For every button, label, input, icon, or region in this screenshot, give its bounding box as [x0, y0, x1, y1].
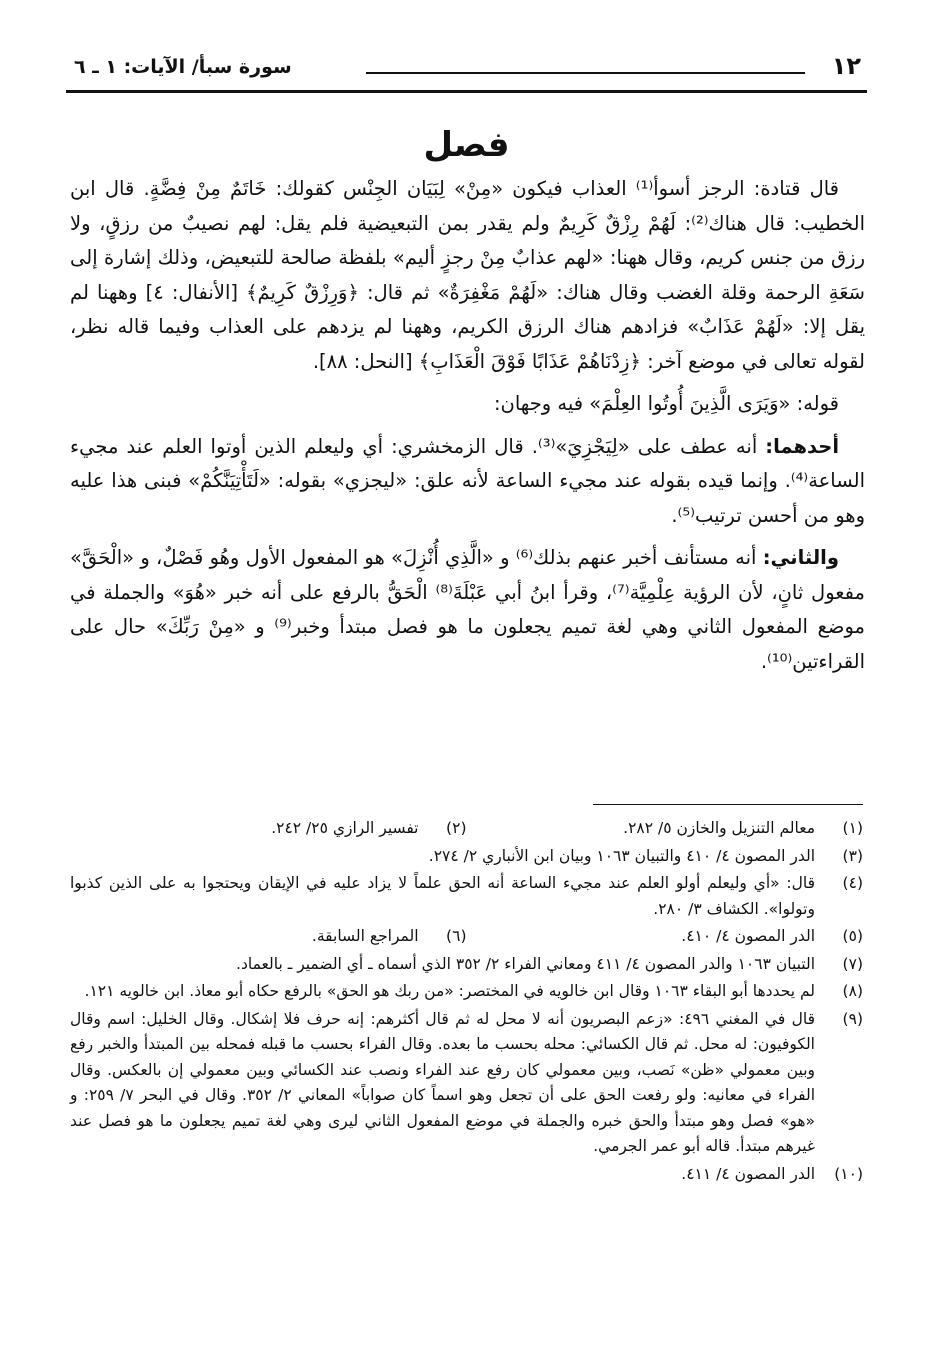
- footnote-number: (٩): [842, 1009, 863, 1028]
- footnote-number: (٧): [842, 954, 863, 973]
- running-header: [66, 50, 867, 86]
- footnote-text: قال في المغني ٤٩٦: «زعم البصريون أنه لا محل له ثم قال أكثرهم: إنه حرف فلا إشكال. وقال الخليل: اسم وقال الكوفيون: له محل. ثم قال الكسائي: محله بحسب ما بعده. وقال الفراء بحسب ما قبله فمحله بين المبتدأ والخبر رفع وبين معمولي «ظن» نَصب، وبين معمولي كان رفع عند الفراء ونصب عند الكسائي وبين معمولي إن بالعكس. وقال الفراء في معانيه: ولو رفعت الحق على أن تجعل وهو اسماً كان صواباً» المعاني ٢/ ٣٥٢. وقال في البحر ٧/ ٢٥٩: و «هو» فصل وهو مبتدأ والحق خبره والجملة في موضع المفعول الثاني ليرى وهي لغة تميم يجعلون ما هو فصل عند غيرهم مبتدأ. قاله أبو عمر الجرمي.: [70, 1009, 816, 1155]
- footnote: [70, 979, 863, 1005]
- main-text: [70, 172, 865, 679]
- footnote: [70, 844, 863, 870]
- footnote: [70, 1007, 863, 1160]
- footnote-text: الدر المصون ٤/ ٤١٠ والتبيان ١٠٦٣ وبيان ابن الأنباري ٢/ ٢٧٤.: [428, 846, 815, 865]
- footnote-separator: [593, 804, 863, 805]
- footnote: [467, 816, 864, 842]
- footnote-number: (٢): [446, 819, 467, 837]
- footnotes: [70, 816, 863, 1189]
- running-title: سورة سبأ/ الآيات: ١ ـ ٦: [74, 56, 292, 78]
- footnote-row: [70, 924, 863, 952]
- footnote: [70, 816, 467, 842]
- footnote-text: معالم التنزيل والخازن ٥/ ٢٨٢.: [623, 819, 815, 837]
- paragraph: [70, 430, 865, 534]
- footnote-number: (١): [842, 819, 863, 837]
- lead-word: والثاني:: [762, 546, 839, 569]
- paragraph: قال قتادة: الرجز أسوأ⁽¹⁾ العذاب فيكون «مِنْ» لِبَيَان الجِنْس كقولك: خَاتَمٌ مِنْ فِضَّةٍ. قال ابن الخطيب: قال هناك⁽²⁾: لَهُمْ رِزْقٌ كَرِيمٌ ولم يقدر بمن التبعيضية فلم يقل: لهم نصيبٌ من رزقٍ، ولا رزق من جنس كريم، وقال ههنا: «لهم عذابٌ مِنْ رجزٍ أليم» بلفظة صالحة للتبعيض، وذلك إشارة إلى سَعَةِ الرحمة وقلة الغضب وقال هناك: «لَهُمْ مَغْفِرَةٌ» ثم قال: ﴿وَرِزْقٌ كَرِيمٌ﴾ [الأنفال: ٤] وههنا لم يقل إلا: «لَهُمْ عَذَابٌ» فزادهم هناك الرزق الكريم، وههنا لم يزدهم على العذاب وفيما قاله نظر، لقوله تعالى في موضع آخر: ﴿زِدْنَاهُمْ عَذَابًا فَوْقَ الْعَذَابِ﴾ [النحل: ٨٨].: [70, 177, 865, 373]
- footnote-text: التبيان ١٠٦٣ والدر المصون ٤/ ٤١١ ومعاني الفراء ٢/ ٣٥٢ الذي أسماه ـ أي الضمير ـ بالعماد.: [236, 954, 815, 973]
- paragraph: قوله: «وَيَرَى الَّذِينَ أُوتُوا العِلْمَ» فيه وجهان:: [493, 392, 839, 415]
- footnote-number: (٥): [842, 927, 863, 945]
- footnote-number: (٣): [842, 846, 863, 865]
- paragraph-text: أنه عطف على «لِيَجْزِيَ»⁽³⁾. قال الزمخشري: أي وليعلم الذين أوتوا العلم عند مجيء الساعة⁽⁴⁾. وإنما قيده بقوله عند مجيء الساعة لأنه علق: «ليجزي» بقوله: «لَتَأْتِيَنَّكُمْ» فبنى هذا عليه وهو من أحسن ترتيب⁽⁵⁾.: [70, 434, 865, 527]
- footnote-text: الدر المصون ٤/ ٤١١.: [681, 1164, 815, 1183]
- footnote: [467, 924, 864, 950]
- footnote: [70, 952, 863, 978]
- footnote-text: لم يحددها أبو البقاء ١٠٦٣ وقال ابن خالويه في المختصر: «من ربك هو الحق» بالرفع حكاه أبو معاذ. ابن خالويه ١٢١.: [84, 982, 815, 1000]
- paragraph: [70, 541, 865, 679]
- page-number: ١٢: [831, 52, 861, 80]
- footnote-text: المراجع السابقة.: [311, 927, 419, 945]
- footnote-row: [70, 816, 863, 844]
- paragraph-text: أنه مستأنف أخبر عنهم بذلك⁽⁶⁾ و «الَّذِي أُنْزِلَ» هو المفعول الأول وهُو فَصْلٌ، و «الْحَقَّ» مفعول ثانٍ، لأن الرؤية عِلْمِيَّة⁽⁷⁾، وقرأ ابنُ أبي عَبْلَةَ⁽⁸⁾ الْحَقُّ بالرفع على أنه خبر «هُوَ» والجملة في موضع المفعول الثاني وهي لغة تميم يجعلون ما هو فصل مبتدأ وخبر⁽⁹⁾ و «مِنْ رَبِّكَ» حال على القراءتين⁽¹⁰⁾.: [70, 546, 865, 673]
- footnote-number: (٨): [842, 982, 863, 1000]
- header-rule: [66, 90, 867, 93]
- footnote-text: الدر المصون ٤/ ٤١٠.: [681, 927, 815, 945]
- footnote: [70, 1162, 863, 1188]
- footnote-text: تفسير الرازي ٢٥/ ٢٤٢.: [271, 819, 419, 837]
- footnote: [70, 871, 863, 922]
- footnote-number: (١٠): [834, 1164, 863, 1183]
- footnote-number: (٦): [446, 927, 467, 945]
- lead-word: أحدهما:: [765, 434, 839, 458]
- header-dash-line: [366, 72, 805, 74]
- section-heading: فصل: [423, 125, 510, 165]
- footnote-number: (٤): [842, 874, 863, 892]
- footnote: [70, 924, 467, 950]
- footnote-text: قال: «أي وليعلم أولو العلم عند مجيء الساعة أنه الحق علماً لا يزاد عليه في الإيقان ويحتجوا به على الذين كذبوا وتولوا». الكشاف ٣/ ٢٨٠.: [70, 874, 815, 918]
